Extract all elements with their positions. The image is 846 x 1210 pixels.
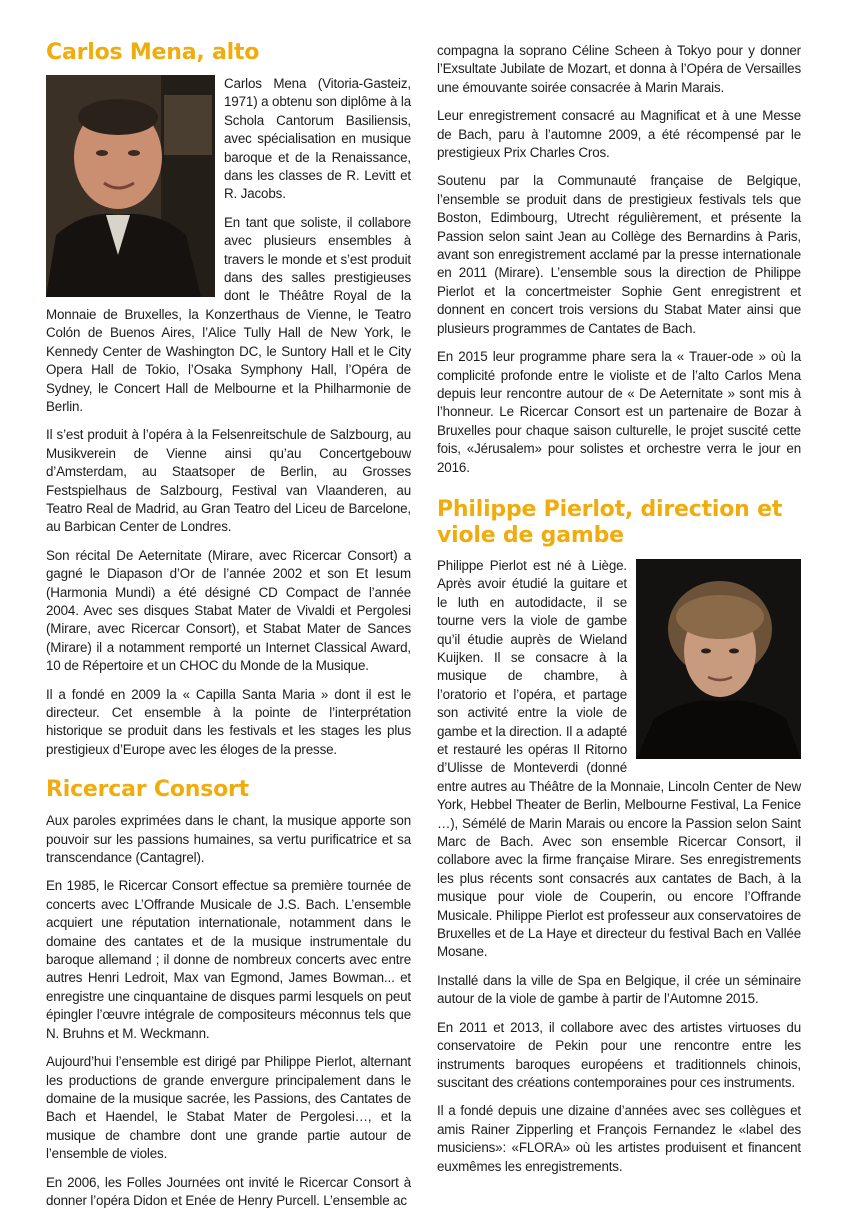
pierlot-paragraph-1-text: Philippe Pierlot est né à Liège. Après avoir étudié la guitare et le luth en autodidacte, il se tourne vers la viole de gambe qu’il étudie auprès de Wieland Kuijken. Il se consacre à la musique de chambre, à l’oratorio et l’opéra, et partage son activité entre la viole de gambe et la direction. Il a adapté et restauré les opéras Il Ritorno d’Ulisse de Monteverdi (donné entre autres au Théâtre de la Monnaie, Lincoln Center de New York, Hebbel Theater de Berlin, Melbourne Festival, La Fenice …), Sémélé de Marin Marais ou encore la Passion selon Saint Marc de Bach. Avec son ensemble Ricercar Consort, il collabore avec la firme française Mirare. Ses enregistrements les plus récents sont consacrés aux cantates de Bach, à la musique pour viole de Couperin, ou encore l’Offrande Musicale. Philippe Pierlot est professeur aux conservatoires de Bruxelles et de La Haye et directeur du festival Bach en Vallée Mosane. xyxy=(437,557,801,960)
ricercar-paragraph-7: En 2015 leur programme phare sera la « Trauer-ode » où la complicité profonde entre le violiste et de l’alto Carlos Mena depuis leur rencontre autour de « De Aeternitate » sont mis à l’honneur. Le Ricercar Consort est un partenaire de Bozar à Bruxelles pour chaque saison culturelle, le projet suscité cette fois, «Jérusalem» pour solistes et orchestre verra le jour en 2016. xyxy=(437,349,801,475)
carlos-mena-photo xyxy=(46,75,215,297)
ricercar-paragraph-5: Leur enregistrement consacré au Magnificat et à une Messe de Bach, paru à l’automne 2009, a été récompensé par le prestigieux Prix Charles Cros. xyxy=(437,108,801,161)
mena-paragraph-5: Il a fondé en 2009 la « Capilla Santa Maria » dont il est le directeur. Cet ensemble à la pointe de l’interprétation historique se produit dans les festivals et les stages les plus prestigieux d’Europe avec les éloges de la presse. xyxy=(46,686,411,757)
ricercar-paragraph-2: En 1985, le Ricercar Consort effectue sa première tournée de concerts avec L’Offrande Musicale de J.S. Bach. L’ensemble acquiert une réputation internationale, notamment dans le domaine des cantates et de la musique instrumentale du baroque allemand ; il donne de nombreux concerts avec entre autres Henri Ledroit, Max van Egmond, James Bowman... et enregistre une cinquantaine de disques parmi lesquels on peut épingler l’œuvre intégrale de compositeurs méconnus tels que N. Bruhns et M. Weckmann. xyxy=(46,878,411,1041)
heading-carlos-mena: Carlos Mena, alto xyxy=(46,40,260,65)
mena-paragraph-3: Il s’est produit à l’opéra à la Felsenreitschule de Salzbourg, au Musikverein de Vienne ainsi qu’au Concertgebouw d’Amsterdam, au Staatsoper de Berlin, au Grosses Festspielhaus de Salzbourg, Festival van Vlaanderen, au Teatro Real de Madrid, au Gran Teatro del Liceu de Barcelone, au Barbican Center de Londres. xyxy=(46,427,411,535)
left-column xyxy=(46,40,411,1210)
pierlot-paragraph-2: Installé dans la ville de Spa en Belgique, il crée un séminaire autour de la viole de gambe à partir de l’Automne 2015. xyxy=(437,972,801,1007)
pierlot-paragraph-4: Il a fondé depuis une dizaine d’années avec ses collègues et amis Rainer Zipperling et François Fernandez le «label des musiciens»: «FLORA» où les artistes produisent et financent euxmêmes les enregistrements. xyxy=(437,1103,801,1174)
right-column xyxy=(437,42,801,1186)
ricercar-paragraph-4-start: En 2006, les Folles Journées ont invité le Ricercar Consort à donner l’opéra Didon et Enée de Henry Purcell. L’ensemble ac xyxy=(46,1174,411,1208)
heading-philippe-pierlot: Philippe Pierlot, direction et viole de gambe xyxy=(437,496,783,548)
ricercar-paragraph-6: Soutenu par la Communauté française de Belgique, l’ensemble se produit dans de prestigieux festivals tels que Boston, Edimbourg, Utrecht régulièrement, et présente la Passion selon saint Jean au Collège des Bernardins à Paris, avant son enregistrement acclamé par la presse internationale en 2011 (Mirare). L’ensemble sous la direction de Philippe Pierlot et la concertmeister Sophie Gent enregistrent et donnent en concert trois versions du Stabat Mater ainsi que plusieurs programmes de Cantates de Bach. xyxy=(437,173,801,336)
pierlot-paragraph-1 xyxy=(437,557,801,962)
heading-ricercar-consort: Ricercar Consort xyxy=(46,777,249,803)
mena-paragraph-4: Son récital De Aeternitate (Mirare, avec Ricercar Consort) a gagné le Diapason d’Or de l’année 2002 et son Et Iesum (Harmonia Mundi) a été désigné CD Compact de l’année 2004. Avec ses disques Stabat Mater de Vivaldi et Pergolesi (Mirare, avec Ricercar Consort), et Stabat Mater de Sances (Mirare) il a notamment remporté un Internet Classical Award, 10 de Répertoire et un CHOC du Monde de la Musique. xyxy=(46,547,411,674)
ricercar-paragraph-3: Aujourd’hui l’ensemble est dirigé par Philippe Pierlot, alternant les productions de grande envergure principalement dans le domaine de la musique sacrée, les Passions, des Cantates de Bach et Haendel, le Stabat Mater de Pergolesi…, et la musique de chambre dont une grande partie autour de l’ensemble de violes. xyxy=(46,1054,411,1162)
ricercar-paragraph-4-end: compagna la soprano Céline Scheen à Tokyo pour y donner l’Exsultate Jubilate de Mozart, et donna à l’Opéra de Versailles une émouvante soirée consacrée à Marin Marais. xyxy=(437,43,801,95)
philippe-pierlot-photo xyxy=(636,559,801,759)
mena-paragraph-1: Carlos Mena (Vitoria-Gasteiz, 1971) a obtenu son diplôme à la Schola Cantorum Basiliensis, avec spécialisation en musique baroque et de la Renaissance, dans les classes de R. Levitt et R. Jacobs. xyxy=(224,76,411,202)
pierlot-paragraph-3: En 2011 et 2013, il collabore avec des artistes virtuoses du conservatoire de Pekin pour une rencontre entre les instruments baroques européens et traditionnels chinois, suscitant des créations contemporaines pour ces instruments. xyxy=(437,1019,801,1090)
mena-paragraph-2: En tant que soliste, il collabore avec plusieurs ensembles à travers le monde et s’est produit dans des salles prestigieuses dont le Théâtre Royal de la Monnaie de Bruxelles, la Konzerthaus de Vienne, le Teatro Colón de Buenos Aires, l’Alice Tully Hall de New York, le Kennedy Center de Washington DC, le Suntory Hall et le City Opera Hall de Tokio, l’Osaka Symphony Hall, l’Opéra de Sydney, le Concert Hall de Melbourne et la Philharmonie de Berlin. xyxy=(46,214,411,414)
ricercar-paragraph-1: Aux paroles exprimées dans le chant, la musique apporte son pouvoir sur les passions humaines, sa vertu purificatrice et sa transcendance (Cantagrel). xyxy=(46,813,411,866)
